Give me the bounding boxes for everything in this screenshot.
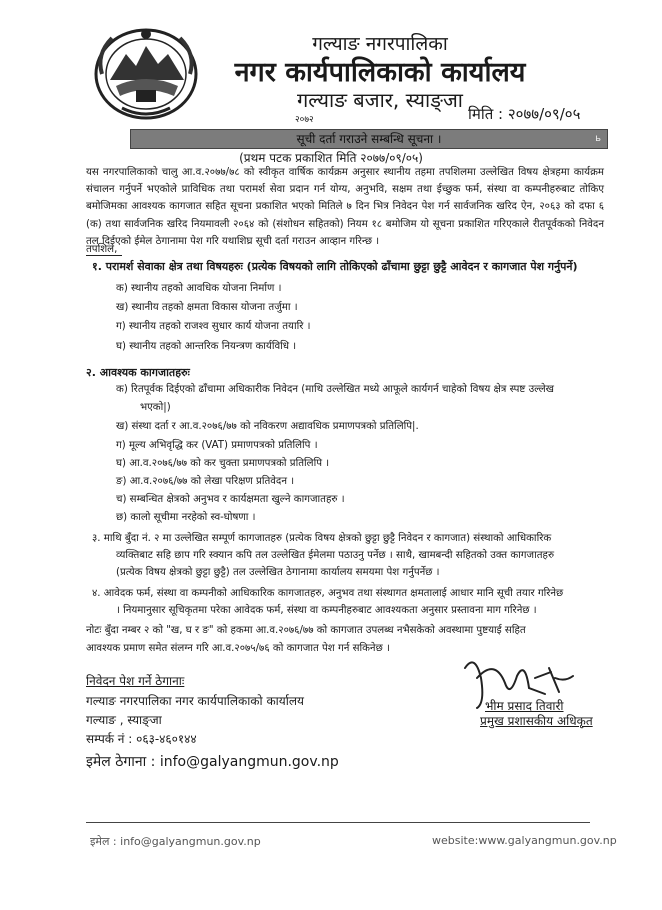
banner-mark: ь <box>595 133 601 144</box>
signatory-name: भीम प्रसाद तिवारी <box>485 699 564 713</box>
section-2-item: च) सम्बन्धित क्षेत्रको अनुभव र कार्यक्षमता खुल्ने कागजातहरु । <box>116 494 345 505</box>
tapshil-label: तपशिल, <box>86 244 118 255</box>
section-1-item: क) स्थानीय तहको आवधिक योजना निर्माण । <box>116 283 282 294</box>
point-4-line: ४. आवेदक फर्म, संस्था वा कम्पनीको आधिकारिक कागजातहरु, अनुभव तथा संस्थागत क्षमतालाई आधार मानि सूची तयार गरिनेछ <box>92 588 564 599</box>
section-1-item: ग) स्थानीय तहको राजश्व सुधार कार्य योजना तयारि । <box>116 321 311 332</box>
office-name: नगर कार्यपालिकाको कार्यालय <box>234 57 526 88</box>
contact-phone: सम्पर्क नं : ०६३-४६०१४४ <box>86 732 197 746</box>
section-2-item-cont: भएको|) <box>140 402 171 413</box>
publication-date: (प्रथम पटक प्रकाशित मिति २०७७/०९/०५) <box>239 151 423 165</box>
section-1-item: घ) स्थानीय तहको आन्तरिक नियन्त्रण कार्यविधि । <box>116 341 297 352</box>
signatory-title: प्रमुख प्रशासकीय अधिकृत <box>480 714 593 728</box>
submission-office: गल्याङ नगरपालिका नगर कार्यपालिकाको कार्यालय <box>86 694 304 708</box>
point-3-line: व्यक्तिबाट सहि छाप गरि स्क्यान कपि तल उल्लेखित ईमेलमा पठाउनु पर्नेछ । साथै, खामबन्दी सहितको उक्त कागजातहरु <box>116 550 555 561</box>
office-address: गल्याङ बजार, स्याङ्जा <box>297 88 463 112</box>
notice-body: यस नगरपालिकाको चालु आ.व.२०७७/७८ को स्वीकृत वार्षिक कार्यक्रम अनुसार स्थानीय तहमा तपशिलमा उल्लेखित विषय क्षेत्रहमा कार्यक्रम संचालन गर्नुपर्ने भएकोले प्राविधिक तथा परामर्श सेवा प्रदान गर्न योग्य, अनुभवि, सक्षम तथा ईच्छुक फर्म, संस्था वा कम्पनीहरुबाट तोकिए बमोजिमका आवश्यक कागजात सहित सूचना प्रकाशित भएको मितिले ७ दिन भित्र निवेदन पेश गर्न सार्वजनिक खरिद ऐन, २०६३ को दफा ६ (क) तथा सार्वजनिक खरिद नियमावली २०६४ को (संशोधन सहितको) नियम १८ बमोजिम यो सूचना प्रकाशित गरिएकाले रीतपूर्वकको निवेदन तल दिईएको ईमेल ठेगानामा पेश गरि यथाशिघ्र सूची दर्ता गराउन आव्हान गरिन्छ । <box>86 167 604 247</box>
section-2-item: ङ) आ.व.२०७६/७७ को लेखा परिक्षण प्रतिवेदन । <box>116 476 295 487</box>
point-3-line: (प्रत्येक विषय क्षेत्रको छुट्टा छुट्टै) तल उल्लेखित ठेगानामा कार्यालय समयमा पेश गर्नुपर्नेछ । <box>116 567 440 578</box>
point-4-line: । नियमानुसार सूचिकृतमा परेका आवेदक फर्म, संस्था वा कम्पनीहरुबाट आवश्यकता अनुसार प्रस्तावना माग गरिनेछ । <box>116 605 537 616</box>
section-2-item: ग) मूल्य अभिवृद्धि कर (VAT) प्रमाणपत्रको प्रतिलिपि । <box>116 440 318 451</box>
submission-place: गल्याङ , स्याङ्जा <box>86 713 162 727</box>
note-line: नोटः बुँदा नम्बर २ को "ख, घ र ङ" को हकमा आ.व.२०७६/७७ को कागजात उपलब्ध नभैसकेको अवस्थामा पुष्टयाई सहित <box>86 625 526 636</box>
note-line: आवश्यक प्रमाण समेत संलग्न गरि आ.व.२०७५/७६ को कागजात पेश गर्न सकिनेछ । <box>86 643 390 654</box>
section-2-item: छ) कालो सूचीमा नरहेको स्व-घोषणा । <box>116 512 256 523</box>
footer-divider <box>86 822 590 823</box>
nepal-government-emblem <box>92 24 200 122</box>
point-3-line: ३. माथि बुँदा नं. २ मा उल्लेखित सम्पूर्ण कागजातहरु (प्रत्येक विषय क्षेत्रको छुट्टा छुट्टै निवेदन र कागजात) संस्थाको आधिकारिक <box>92 533 552 544</box>
notice-date: मिति : २०७७/०९/०५ <box>468 105 581 123</box>
notice-title: सूची दर्ता गराउने सम्बन्धि सूचना । <box>296 132 442 146</box>
section-2-item: घ) आ.व.२०७६/७७ को कर चुक्ता प्रमाणपत्रको प्रतिलिपि । <box>116 458 330 469</box>
section-2-item: ख) संस्था दर्ता र आ.व.२०७६/७७ को नविकरण अद्यावधिक प्रमाणपत्रको प्रतिलिपि|. <box>116 421 419 432</box>
contact-email[interactable]: इमेल ठेगाना : info@galyangmun.gov.np <box>86 754 339 770</box>
section-2-title: २. आवश्यक कागजातहरुः <box>86 366 190 379</box>
submission-address-heading: निवेदन पेश गर्ने ठेगानाः <box>86 674 185 688</box>
section-2-item: क) रितपूर्वक दिईएको ढाँचामा अधिकारीक निवेदन (माथि उल्लेखित मध्ये आफूले कार्यगर्न चाहेको विषय क्षेत्र स्पष्ट उल्लेख <box>116 384 555 395</box>
tapshil-underline <box>86 255 122 256</box>
emblem-year: २०७२ <box>295 115 314 125</box>
section-1-title: १. परामर्श सेवाका क्षेत्र तथा विषयहरुः (प्रत्येक विषयको लागि तोकिएको ढाँचामा छुट्टा छुट्टै आवेदन र कागजात पेश गर्नुपर्ने) <box>92 260 578 273</box>
footer-website[interactable]: website:www.galyangmun.gov.np <box>432 834 617 847</box>
municipality-name: गल्याङ नगरपालिका <box>312 33 448 55</box>
notice-title-banner <box>130 129 608 149</box>
footer-email[interactable]: इमेल : info@galyangmun.gov.np <box>90 835 261 848</box>
section-1-item: ख) स्थानीय तहको क्षमता विकास योजना तर्जुमा । <box>116 302 298 313</box>
